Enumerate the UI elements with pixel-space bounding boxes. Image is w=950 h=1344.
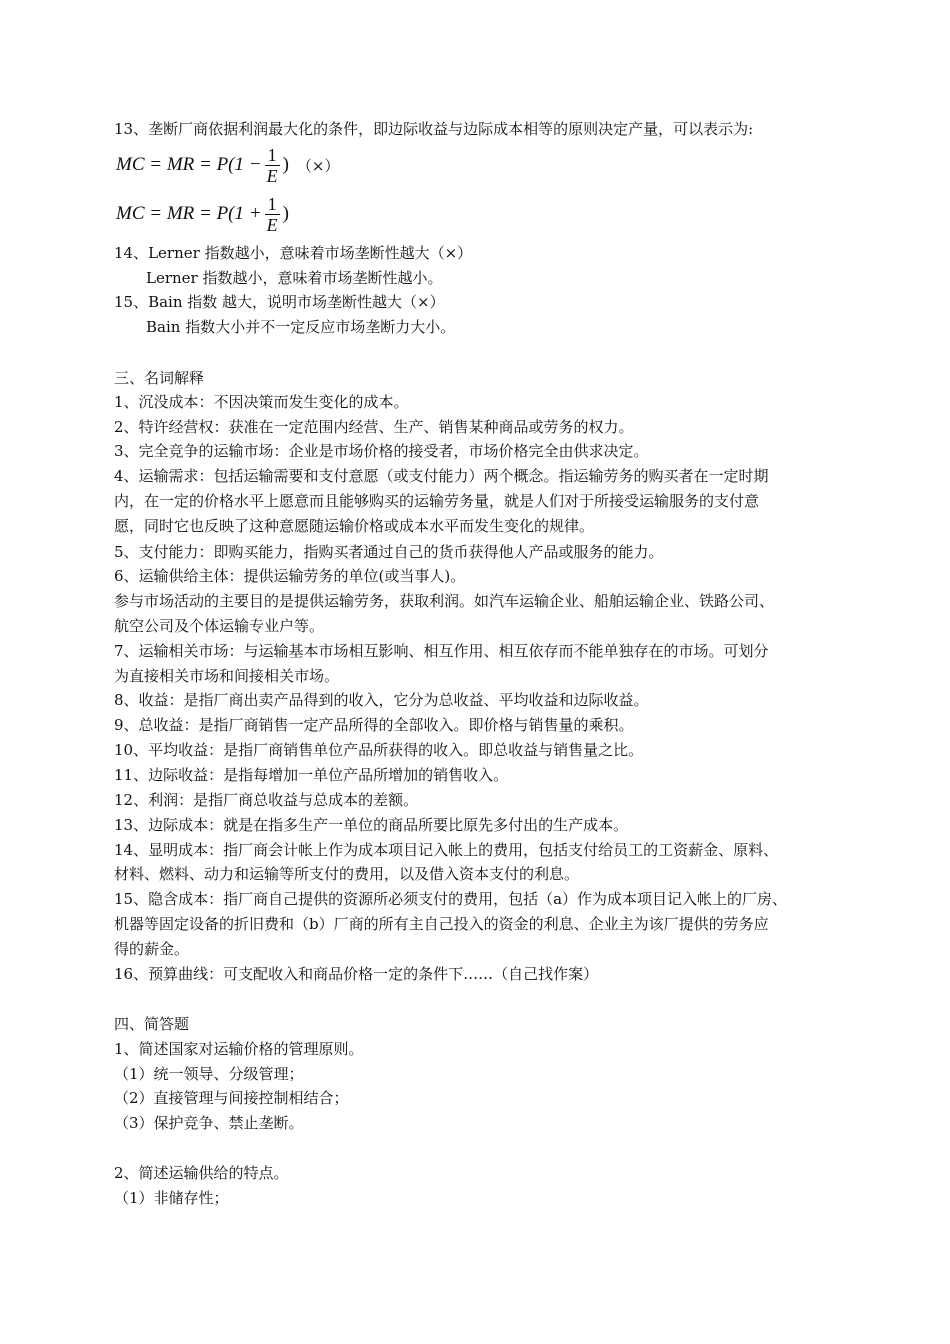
definition-line: 12、利润：是指厂商总收益与总成本的差额。 [114,791,419,809]
definition-line: 11、边际收益：是指每增加一单位产品所增加的销售收入。 [114,766,509,784]
definition-line: 3、完全竞争的运输市场：企业是市场价格的接受者，市场价格完全由供求决定。 [114,442,649,460]
q15-text: 15、Bain 指数 越大，说明市场垄断性越大（×） [114,293,445,311]
definition-line: 16、预算曲线：可支配收入和商品价格一定的条件下……（自己找作案） [114,965,599,983]
definition-line: 1、沉没成本：不因决策而发生变化的成本。 [114,393,409,411]
definition-line: 14、显明成本：指厂商会计帐上作为成本项目记入帐上的费用，包括支付给员工的工资薪金、原料、 [114,841,779,859]
formula2-close: ) [282,203,289,224]
definition-line: 10、平均收益：是指厂商销售单位产品所获得的收入。即总收益与销售量之比。 [114,741,644,759]
formula1-mark: （×） [296,156,340,175]
section4-heading: 四、简答题 [114,1015,190,1033]
definition-line: 7、运输相关市场：与运输基本市场相互影响、相互作用、相互依存而不能单独存在的市场。可划分 [114,642,769,660]
definition-line: 5、支付能力：即购买能力，指购买者通过自己的货币获得他人产品或服务的能力。 [114,543,664,561]
answer-item: （3）保护竞争、禁止垄断。 [114,1114,304,1132]
formula-monopoly-plus [116,191,289,237]
definition-line: 航空公司及个体运输专业户等。 [114,617,325,635]
definition-line: 13、边际成本：就是在指多生产一单位的商品所要比原先多付出的生产成本。 [114,816,629,834]
definition-line: 内，在一定的价格水平上愿意而且能够购买的运输劳务量，就是人们对于所接受运输服务的支付意 [114,492,760,510]
definition-line: 15、隐含成本：指厂商自己提供的资源所必须支付的费用，包括（a）作为成本项目记入帐上的厂房、 [114,890,788,908]
formula1-fraction [264,145,281,186]
definition-line: 6、运输供给主体：提供运输劳务的单位(或当事人)。 [114,567,466,585]
formula1-numerator: 1 [265,145,280,166]
answer-item: （1）统一领导、分级管理； [114,1065,304,1083]
formula2-fraction [264,194,281,235]
question-1: 1、简述国家对运输价格的管理原则。 [114,1040,364,1058]
definition-line: 9、总收益：是指厂商销售一定产品所得的全部收入。即价格与销售量的乘积。 [114,716,634,734]
definition-line: 为直接相关市场和间接相关市场。 [114,667,340,685]
definition-line: 愿，同时它也反映了这种意愿随运输价格或成本水平而发生变化的规律。 [114,517,595,535]
definition-line: 4、运输需求：包括运输需要和支付意愿（或支付能力）两个概念。指运输劳务的购买者在一定时期 [114,467,769,485]
answer-item: （1）非储存性； [114,1189,229,1207]
definition-line: 8、收益：是指厂商出卖产品得到的收入，它分为总收益、平均收益和边际收益。 [114,691,649,709]
definition-line: 材料、燃料、动力和运输等所支付的费用，以及借入资本支付的利息。 [114,865,580,883]
section3-heading: 三、名词解释 [114,369,205,387]
formula1-denominator: E [266,165,278,186]
question-2: 2、简述运输供给的特点。 [114,1164,289,1182]
definition-line: 得的薪金。 [114,940,190,958]
formula1-lhs: MC = MR = P(1 − [116,154,262,175]
definition-line: 2、特许经营权：获准在一定范围内经营、生产、销售某种商品或劳务的权力。 [114,418,634,436]
q14-text: 14、Lerner 指数越小，意味着市场垄断性越大（×） [114,244,473,262]
definition-line: 参与市场活动的主要目的是提供运输劳务，获取利润。如汽车运输企业、船舶运输企业、铁路公司、 [114,592,775,610]
definition-line: 机器等固定设备的折旧费和（b）厂商的所有主自己投入的资金的利息、企业主为该厂提供的劳务应 [114,915,769,933]
formula2-numerator: 1 [265,194,280,215]
formula2-lhs: MC = MR = P(1 + [116,203,262,224]
q13-text: 13、垄断厂商依据利润最大化的条件，即边际收益与边际成本相等的原则决定产量，可以表示为: [114,120,754,138]
formula-monopoly-minus [116,142,340,188]
q15-note: Bain 指数大小并不一定反应市场垄断力大小。 [146,318,456,336]
formula2-denominator: E [266,214,278,235]
formula1-close: ) [282,154,289,175]
answer-item: （2）直接管理与间接控制相结合； [114,1089,349,1107]
q14-note: Lerner 指数越小，意味着市场垄断性越小。 [146,269,443,287]
